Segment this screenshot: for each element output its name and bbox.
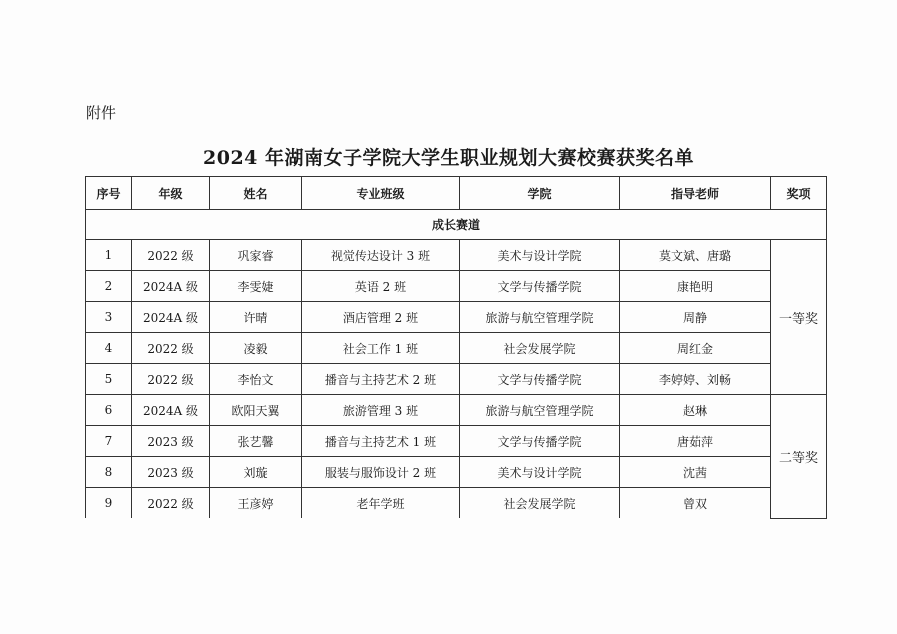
cell-name: 王彦婷 — [210, 488, 302, 519]
section-row — [86, 210, 827, 240]
cell-advisor: 周静 — [620, 302, 771, 333]
cell-no: 3 — [86, 302, 132, 333]
cell-class: 英语 2 班 — [302, 271, 460, 302]
cell-name: 张艺馨 — [210, 426, 302, 457]
cell-no: 2 — [86, 271, 132, 302]
cell-grade: 2022 级 — [132, 488, 210, 519]
header-name: 姓名 — [210, 177, 302, 210]
cell-grade: 2024A 级 — [132, 302, 210, 333]
attachment-label: 附件 — [86, 104, 117, 122]
cell-name: 欧阳天翼 — [210, 395, 302, 426]
cell-advisor: 周红金 — [620, 333, 771, 364]
header-award: 奖项 — [771, 177, 827, 210]
cell-name: 许晴 — [210, 302, 302, 333]
cell-name: 李雯婕 — [210, 271, 302, 302]
cell-college: 文学与传播学院 — [460, 271, 620, 302]
cell-name: 刘璇 — [210, 457, 302, 488]
cell-grade: 2023 级 — [132, 426, 210, 457]
header-college: 学院 — [460, 177, 620, 210]
document-title: 2024 年湖南女子学院大学生职业规划大赛校赛获奖名单 — [203, 147, 694, 169]
cell-advisor: 李婷婷、刘畅 — [620, 364, 771, 395]
cell-college: 旅游与航空管理学院 — [460, 395, 620, 426]
header-advisor: 指导老师 — [620, 177, 771, 210]
header-grade: 年级 — [132, 177, 210, 210]
cell-college: 旅游与航空管理学院 — [460, 302, 620, 333]
cell-grade: 2022 级 — [132, 364, 210, 395]
cell-college: 社会发展学院 — [460, 488, 620, 519]
table-row — [86, 240, 827, 271]
table-row — [86, 457, 827, 488]
cell-class: 酒店管理 2 班 — [302, 302, 460, 333]
table-row — [86, 426, 827, 457]
award-table — [85, 176, 827, 519]
cell-class: 老年学班 — [302, 488, 460, 519]
header-class: 专业班级 — [302, 177, 460, 210]
cell-no: 7 — [86, 426, 132, 457]
cell-class: 服装与服饰设计 2 班 — [302, 457, 460, 488]
table-row — [86, 333, 827, 364]
table-row — [86, 271, 827, 302]
cell-no: 1 — [86, 240, 132, 271]
cell-name: 巩家睿 — [210, 240, 302, 271]
table-row — [86, 364, 827, 395]
cell-advisor: 康艳明 — [620, 271, 771, 302]
cell-no: 5 — [86, 364, 132, 395]
cell-advisor: 莫文斌、唐璐 — [620, 240, 771, 271]
cell-advisor: 沈茜 — [620, 457, 771, 488]
cell-college: 美术与设计学院 — [460, 457, 620, 488]
cell-advisor: 赵琳 — [620, 395, 771, 426]
table-row — [86, 302, 827, 333]
table-row — [86, 395, 827, 426]
table-row — [86, 488, 827, 519]
cell-grade: 2024A 级 — [132, 271, 210, 302]
cell-grade: 2024A 级 — [132, 395, 210, 426]
cell-college: 文学与传播学院 — [460, 364, 620, 395]
cell-no: 9 — [86, 488, 132, 519]
award-first: 一等奖 — [771, 240, 827, 395]
cell-class: 社会工作 1 班 — [302, 333, 460, 364]
cell-grade: 2022 级 — [132, 240, 210, 271]
cell-no: 6 — [86, 395, 132, 426]
cell-name: 李怡文 — [210, 364, 302, 395]
cell-class: 播音与主持艺术 1 班 — [302, 426, 460, 457]
cell-college: 美术与设计学院 — [460, 240, 620, 271]
cell-advisor: 唐茹萍 — [620, 426, 771, 457]
section-title: 成长赛道 — [86, 210, 827, 240]
cell-no: 8 — [86, 457, 132, 488]
cell-grade: 2023 级 — [132, 457, 210, 488]
cell-name: 凌毅 — [210, 333, 302, 364]
cell-class: 播音与主持艺术 2 班 — [302, 364, 460, 395]
cell-no: 4 — [86, 333, 132, 364]
award-second: 二等奖 — [771, 395, 827, 519]
cell-class: 视觉传达设计 3 班 — [302, 240, 460, 271]
table-header-row — [86, 177, 827, 210]
cell-grade: 2022 级 — [132, 333, 210, 364]
cell-class: 旅游管理 3 班 — [302, 395, 460, 426]
cell-college: 文学与传播学院 — [460, 426, 620, 457]
cell-advisor: 曾双 — [620, 488, 771, 519]
cell-college: 社会发展学院 — [460, 333, 620, 364]
header-no: 序号 — [86, 177, 132, 210]
